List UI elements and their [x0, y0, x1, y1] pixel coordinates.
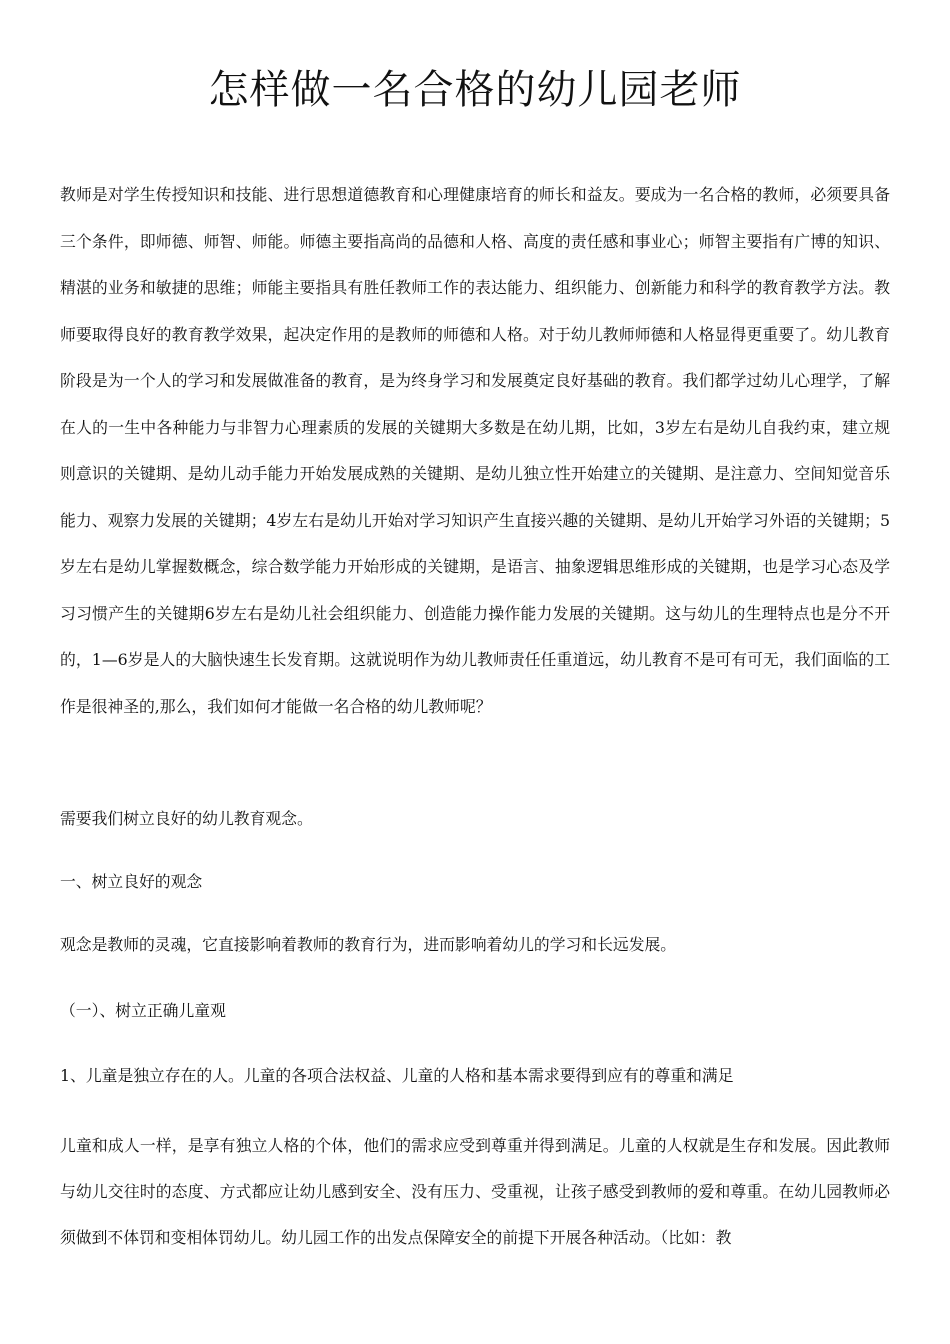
- need-paragraph: 需要我们树立良好的幼儿教育观念。: [60, 809, 313, 828]
- document-title: 怎样做一名合格的幼儿园老师: [208, 67, 742, 113]
- point-1-paragraph: 1、儿童是独立存在的人。儿童的各项合法权益、儿童的人格和基本需求要得到应有的尊重和满足: [60, 1066, 734, 1085]
- subsection-heading-1: （一）、树立正确儿童观: [60, 1001, 226, 1020]
- idea-paragraph: 观念是教师的灵魂，它直接影响着教师的教育行为，进而影响着幼儿的学习和长远发展。: [60, 935, 677, 954]
- intro-paragraph: 教师是对学生传授知识和技能、进行思想道德教育和心理健康培育的师长和益友。要成为一名合格的教师，必须要具备三个条件，即师德、师智、师能。师德主要指高尚的品德和人格、高度的责任感和事业心；师智主要指有广博的知识、精湛的业务和敏捷的思维；师能主要指具有胜任教师工作的表达能力、组织能力、创新能力和科学的教育教学方法。教师要取得良好的教育教学效果，起决定作用的是教师的师德和人格。对于幼儿教师师德和人格显得更重要了。幼儿教育阶段是为一个人的学习和发展做准备的教育，是为终身学习和发展奠定良好基础的教育。我们都学过幼儿心理学，了解在人的一生中各种能力与非智力心理素质的发展的关键期大多数是在幼儿期，比如，3岁左右是幼儿自我约束，建立规则意识的关键期、是幼儿动手能力开始发展成熟的关键期、是幼儿独立性开始建立的关键期、是注意力、空间知觉音乐能力、观察力发展的关键期；4岁左右是幼儿开始对学习知识产生直接兴趣的关键期、是幼儿开始学习外语的关键期；5岁左右是幼儿掌握数概念，综合数学能力开始形成的关键期，是语言、抽象逻辑思维形成的关键期，也是学习心态及学习习惯产生的关键期6岁左右是幼儿社会组织能力、创造能力操作能力发展的关键期。这与幼儿的生理特点也是分不开的，1—6岁是人的大脑快速生长发育期。这就说明作为幼儿教师责任任重道远，幼儿教育不是可有可无，我们面临的工作是很神圣的,那么，我们如何才能做一名合格的幼儿教师呢？: [60, 185, 890, 716]
- section-heading-1: 一、树立良好的观念: [60, 872, 203, 891]
- child-rights-paragraph: 儿童和成人一样，是享有独立人格的个体，他们的需求应受到尊重并得到满足。儿童的人权就是生存和发展。因此教师与幼儿交往时的态度、方式都应让幼儿感到安全、没有压力、受重视，让孩子感受到教师的爱和尊重。在幼儿园教师必须做到不体罚和变相体罚幼儿。幼儿园工作的出发点保障安全的前提下开展各种活动。（比如：教: [60, 1136, 890, 1247]
